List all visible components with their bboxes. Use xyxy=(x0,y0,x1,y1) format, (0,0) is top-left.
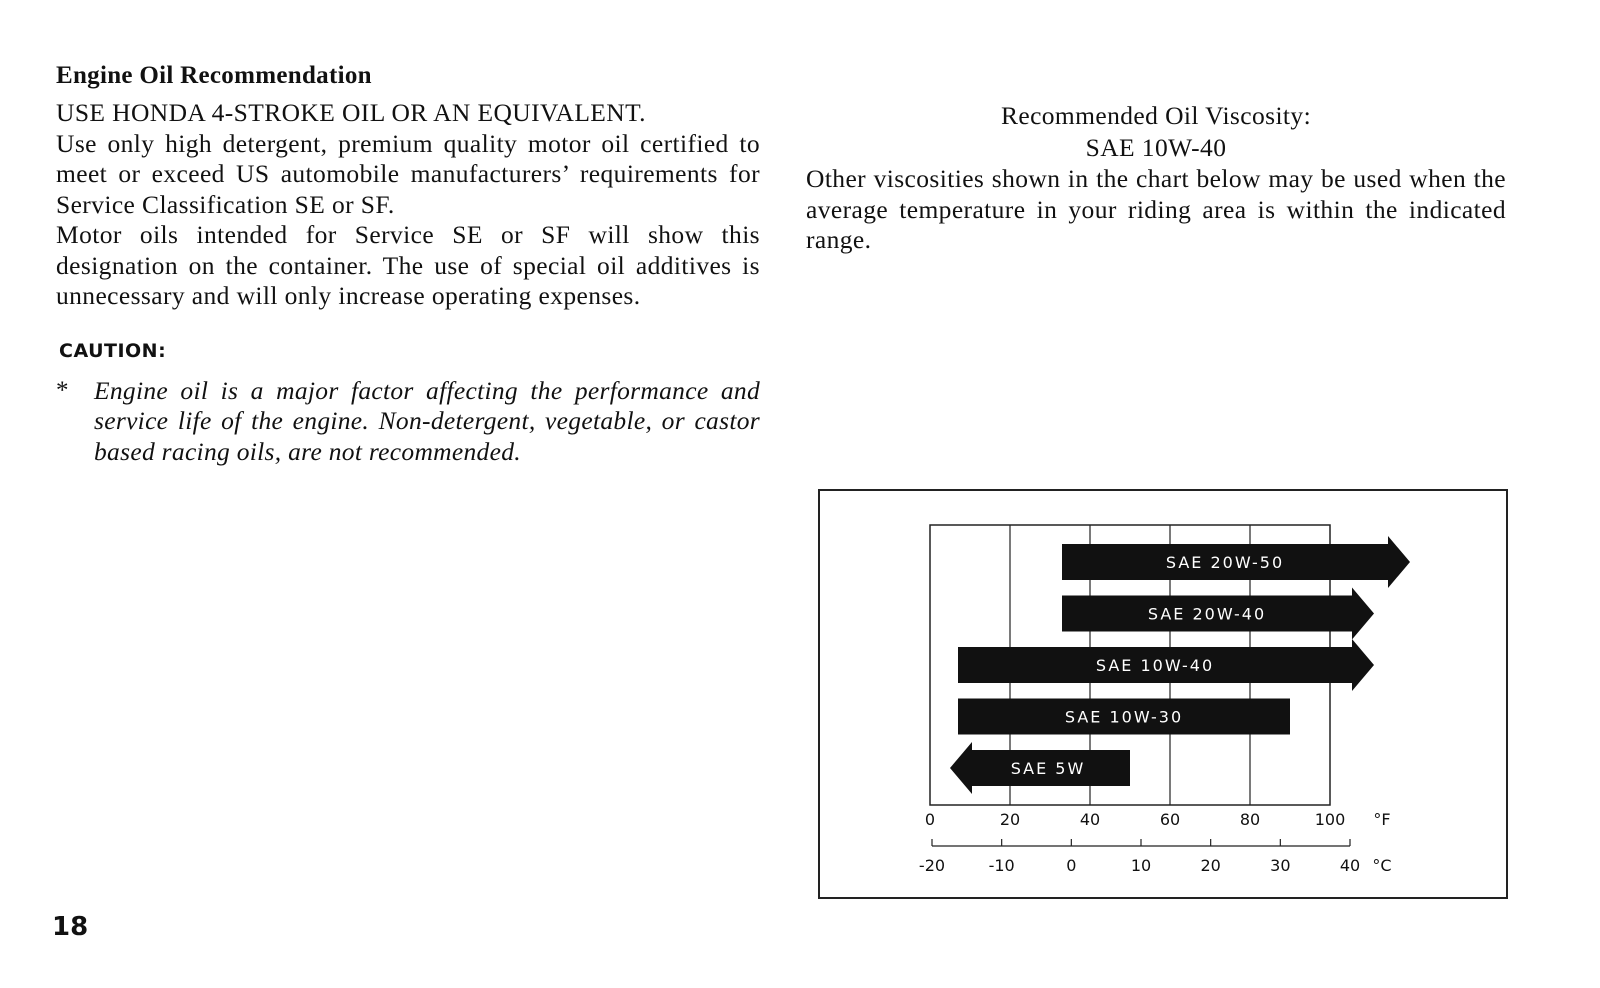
caution-text: Engine oil is a major factor affecting the performance and service life of the engine. Non-detergent, vegetable, or castor based racing oils, are not recommended. xyxy=(94,375,760,466)
c-tick-label: 40 xyxy=(1339,856,1361,875)
caution-bullet: * xyxy=(56,376,69,404)
bar-label: SAE 5W xyxy=(1010,759,1086,778)
bar-label: SAE 20W-50 xyxy=(1165,553,1285,572)
c-tick-label: 30 xyxy=(1270,856,1291,875)
service-classification-paragraph: Motor oils intended for Service SE or SF will show this designation on the container. The use of special oil additives is unnecessary and will only increase operating expenses. xyxy=(56,220,760,310)
section-heading: Engine Oil Recommendation xyxy=(56,62,372,89)
f-tick-label: 100 xyxy=(1314,810,1346,829)
caution-item xyxy=(56,376,760,468)
left-column xyxy=(56,62,760,467)
viscosity-chart xyxy=(818,489,1508,899)
f-tick-label: 20 xyxy=(999,810,1021,829)
c-unit-label: °C xyxy=(1372,856,1392,875)
f-tick-label: 40 xyxy=(1079,810,1101,829)
c-tick-label: 20 xyxy=(1200,856,1221,875)
right-column xyxy=(806,100,1506,256)
caution-label: CAUTION: xyxy=(59,339,167,362)
f-unit-label: °F xyxy=(1373,810,1391,829)
c-tick-label: -20 xyxy=(918,856,946,875)
honda-oil-statement: USE HONDA 4-STROKE OIL OR AN EQUIVALENT. xyxy=(56,98,646,127)
detergent-paragraph: Use only high detergent, premium quality motor oil certified to meet or exceed US automobile manufacturers’ requirements for Service Classification SE or SF. xyxy=(56,128,760,219)
viscosity-title: Recommended Oil Viscosity: xyxy=(1000,101,1312,130)
c-tick-label: -10 xyxy=(988,856,1015,875)
f-tick-label: 0 xyxy=(924,810,936,829)
c-tick-label: 0 xyxy=(1066,856,1077,875)
f-tick-label: 60 xyxy=(1159,810,1181,829)
f-tick-label: 80 xyxy=(1239,810,1261,829)
bar-label: SAE 20W-40 xyxy=(1147,604,1267,624)
bar-label: SAE 10W-30 xyxy=(1064,707,1184,727)
c-tick-label: 10 xyxy=(1130,856,1152,875)
viscosity-paragraph: Other viscosities shown in the chart below may be used when the average temperature in your riding area is within the indicated range. xyxy=(806,164,1506,254)
viscosity-value: SAE 10W-40 xyxy=(1085,133,1227,162)
viscosity-chart-svg xyxy=(820,491,1506,897)
page-number: 18 xyxy=(52,912,89,942)
bar-label: SAE 10W-40 xyxy=(1095,656,1215,675)
